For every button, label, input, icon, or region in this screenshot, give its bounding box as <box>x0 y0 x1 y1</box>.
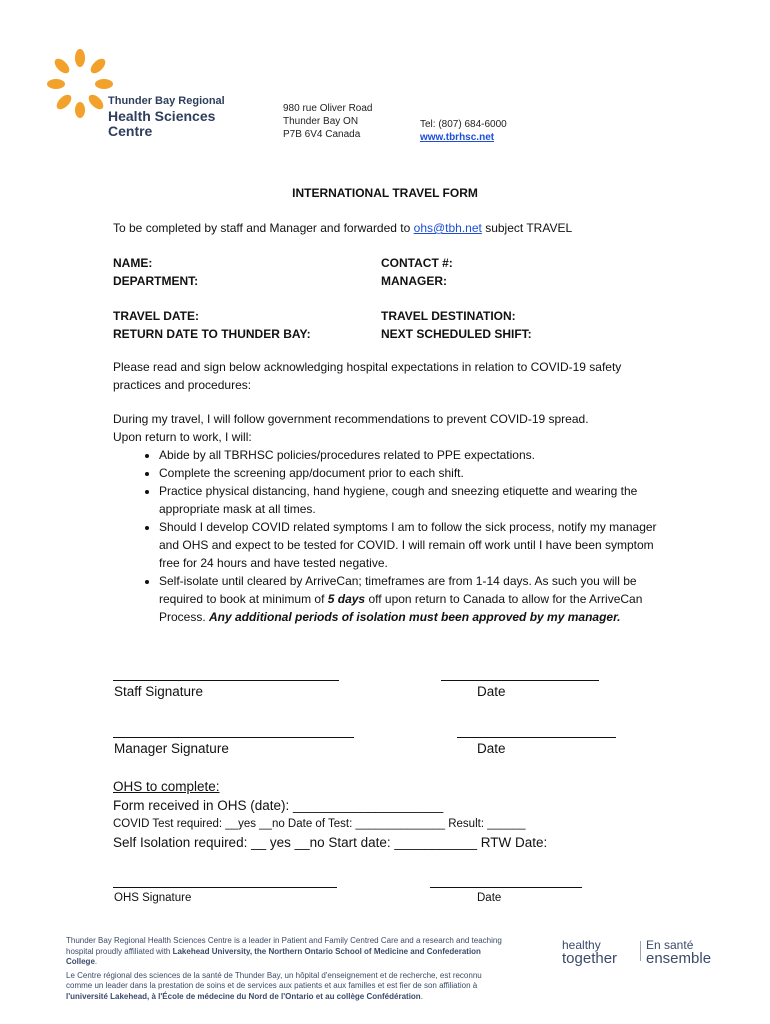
address-line: P7B 6V4 Canada <box>283 129 361 140</box>
intro-suffix: subject TRAVEL <box>481 221 573 235</box>
staff-date-line[interactable] <box>441 680 599 681</box>
brand-en-line2: together <box>562 950 618 967</box>
footer-fr-a: Le Centre régional des sciences de la santé de Thunder Bay, un hôpital d'enseignement et de recherche, est reconnu comme un leader dans la prestation de soins et de services aux patients et aux familles et est fier de son affiliation à <box>66 970 482 990</box>
upon-return-text: Upon return to work, I will: <box>113 430 252 444</box>
field-manager-label: MANAGER: <box>381 274 447 288</box>
ohs-signature-label: OHS Signature <box>114 892 192 904</box>
email-link[interactable]: ohs@tbh.net <box>413 221 482 235</box>
field-return-date-label: RETURN DATE TO THUNDER BAY: <box>113 327 311 341</box>
ohs-date-label: Date <box>477 892 502 904</box>
brand-healthy-together <box>562 938 617 966</box>
list-item: • Should I develop COVID related symptoms I am to follow the sick process, notify my manager and OHS and expect to be tested for COVID. I will remain off work until I have been symptom free for 24 hours and have tested negative. <box>159 518 658 572</box>
brand-en-sante-ensemble <box>646 938 711 966</box>
list-item: • Practice physical distancing, hand hygiene, cough and sneezing etiquette and wearing the appropriate mask at all times. <box>159 482 658 518</box>
ohs-self-isolation: Self Isolation required: __ yes __no Start date: ___________ RTW Date: <box>113 835 548 850</box>
address-line: Thunder Bay ON <box>283 116 359 127</box>
field-destination-label: TRAVEL DESTINATION: <box>381 309 516 323</box>
brand-divider <box>640 941 641 961</box>
telephone: Tel: (807) 684-6000 <box>420 119 507 130</box>
field-contact-label: CONTACT #: <box>381 256 453 270</box>
form-title: INTERNATIONAL TRAVEL FORM <box>292 186 478 200</box>
ohs-covid-test: COVID Test required: __yes __no Date of Test: ______________ Result: ______ <box>113 818 526 830</box>
field-department-label: DEPARTMENT: <box>113 274 199 288</box>
expectations-section <box>113 410 658 626</box>
contact-block <box>420 118 507 144</box>
expectations-list <box>113 446 658 626</box>
isolation-days: 5 days <box>327 592 366 606</box>
ohs-signature-line[interactable] <box>113 887 337 888</box>
manager-date-label: Date <box>477 741 506 756</box>
form-intro <box>113 221 572 235</box>
footer-text <box>66 936 506 1002</box>
website-link[interactable]: www.tbrhsc.net <box>420 132 495 143</box>
footer-fr-c: . <box>420 991 423 1001</box>
manager-signature-label: Manager Signature <box>114 741 229 756</box>
ohs-form-received: Form received in OHS (date): ____________________ <box>113 798 444 813</box>
field-travel-date-label: TRAVEL DATE: <box>113 309 199 323</box>
brand-fr-line2: ensemble <box>646 950 712 967</box>
field-next-shift-label: NEXT SCHEDULED SHIFT: <box>381 327 532 341</box>
acknowledgement-text: Please read and sign below acknowledging hospital expectations in relation to COVID-19 safety practices and procedures: <box>113 360 622 392</box>
address-block <box>283 102 373 141</box>
intro-prefix: To be completed by staff and Manager and forwarded to <box>113 221 414 235</box>
brand-fr-line1: En santé <box>646 938 694 952</box>
footer-french <box>66 971 506 1003</box>
isolation-approval-note: Any additional periods of isolation must been approved by my manager. <box>209 610 621 624</box>
staff-signature-label: Staff Signature <box>114 684 204 699</box>
footer-en-affiliations: Lakehead University, the Northern Ontario School of Medicine and Confederation College <box>66 946 481 966</box>
address-line: 980 rue Oliver Road <box>283 103 373 114</box>
footer-en-a: Thunder Bay Regional Health Sciences Centre is a leader in Patient and Family Centred Care and a research and teaching hospital proudly affiliated with <box>66 936 502 956</box>
org-line-2: Health Sciences <box>108 108 216 124</box>
footer-english <box>66 936 506 968</box>
org-line-1: Thunder Bay Regional <box>108 95 225 107</box>
footer-fr-affiliations: l'université Lakehead, à l'École de médecine du Nord de l'Ontario et au collège Confédération <box>66 991 421 1001</box>
manager-date-line[interactable] <box>457 737 616 738</box>
list-item <box>159 572 658 626</box>
during-travel-text: During my travel, I will follow government recommendations to prevent COVID-19 spread. <box>113 412 589 426</box>
organization-name <box>108 94 225 139</box>
list-item: • Abide by all TBRHSC policies/procedures related to PPE expectations. <box>159 446 658 464</box>
ohs-heading: OHS to complete: <box>113 779 220 794</box>
brand-en-line1: healthy <box>562 938 601 952</box>
isolation-text-a: Self-isolate until cleared by ArriveCan; timeframes are from 1-14 days. As such you will be required to book at minimum of <box>159 574 637 606</box>
field-name-label: NAME: <box>113 256 153 270</box>
staff-date-label: Date <box>477 684 506 699</box>
staff-signature-line[interactable] <box>113 680 339 681</box>
org-line-3: Centre <box>108 123 153 139</box>
footer-en-c: . <box>94 957 98 966</box>
list-item: • Complete the screening app/document prior to each shift. <box>159 464 658 482</box>
manager-signature-line[interactable] <box>113 737 354 738</box>
isolation-text-b: off upon return to Canada to allow for the ArriveCan Process. <box>159 592 643 624</box>
ohs-date-line[interactable] <box>430 887 582 888</box>
